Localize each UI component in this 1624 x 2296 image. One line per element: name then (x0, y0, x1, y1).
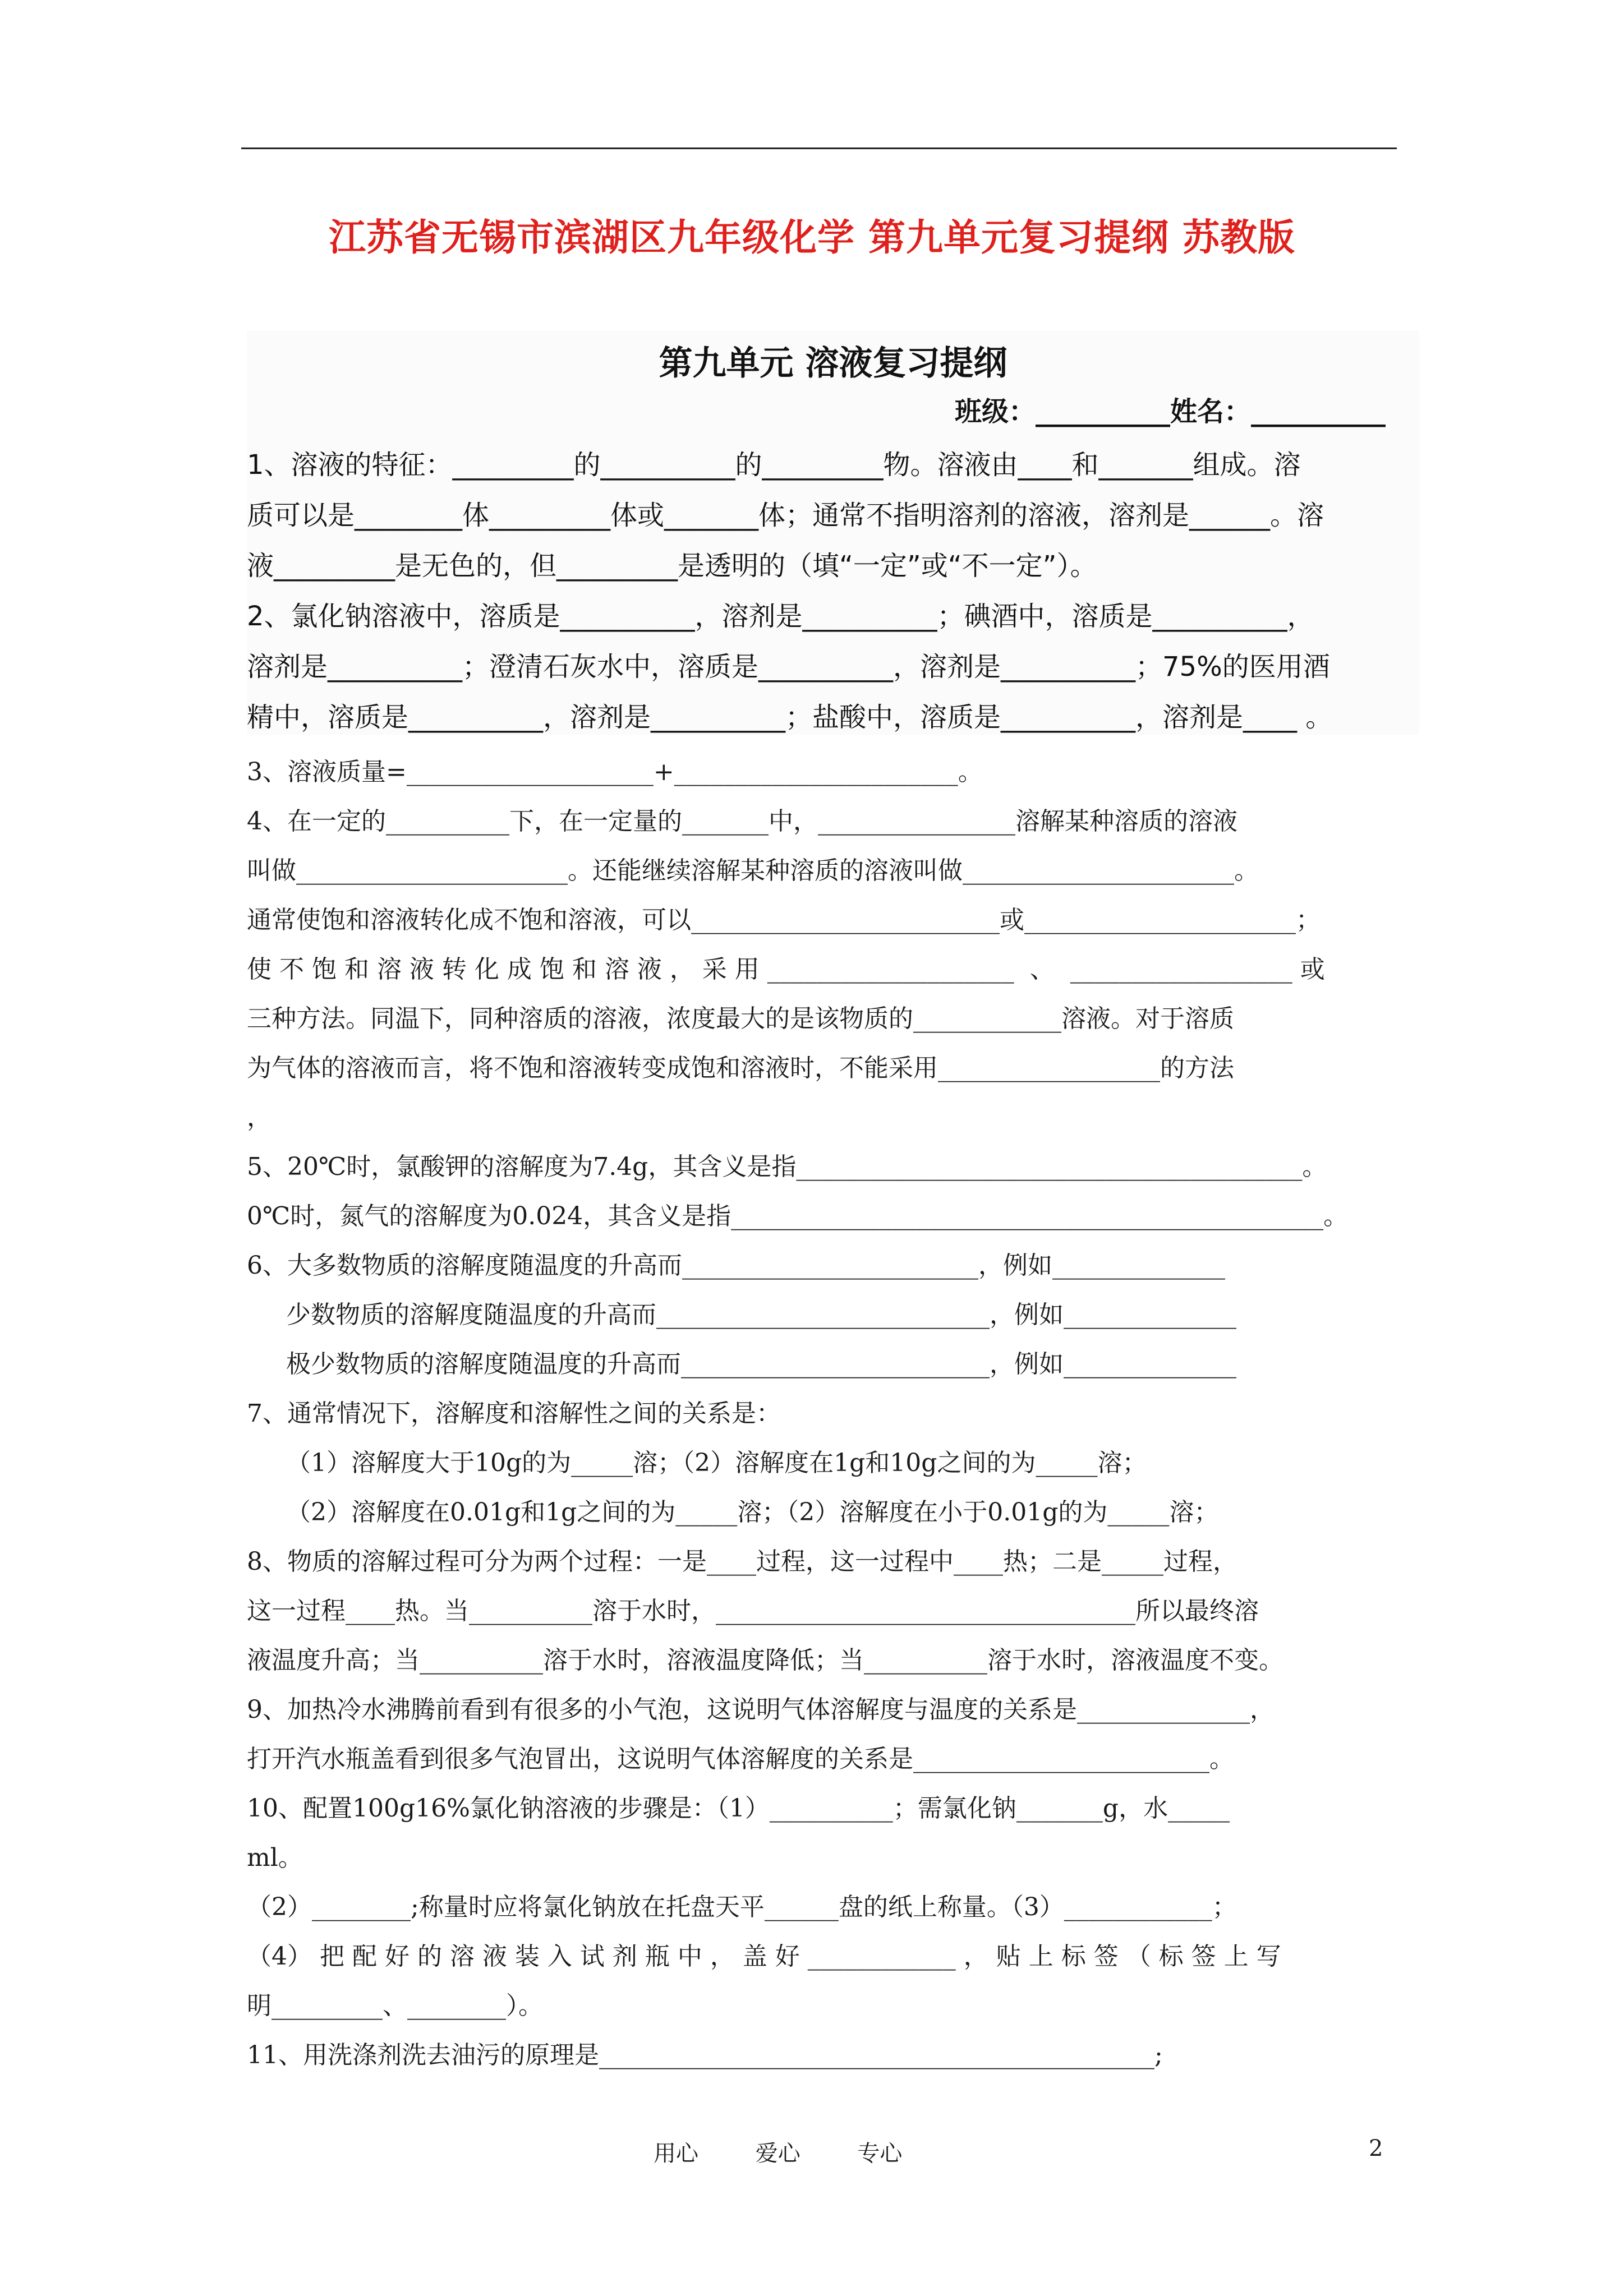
question-2-line-3: 精中，溶质是__________，溶剂是__________；盐酸中，溶质是__________，溶剂是____ 。 (247, 702, 1333, 733)
question-2-line-1: 2、氯化钠溶液中，溶质是__________，溶剂是__________；碘酒中，溶质是__________， (247, 601, 1314, 632)
scan-title: 第九单元 溶液复习提纲 (659, 344, 1007, 383)
question-4-line-5: 三种方法。同温下，同种溶质的溶液，浓度最大的是该物质的____________溶液。对于溶质 (247, 1004, 1234, 1033)
question-2-line-2: 溶剂是__________；澄清石灰水中，溶质是__________，溶剂是__________；75%的医用酒 (247, 651, 1330, 683)
question-10-line-3: （2）________;称量时应将氯化钠放在托盘天平______盘的纸上称量。（3）____________； (247, 1893, 1237, 1921)
question-6-line-3: 极少数物质的溶解度随温度的升高而_________________________，例如______________ (286, 1350, 1236, 1378)
document-title: 江苏省无锡市滨湖区九年级化学 第九单元复习提纲 苏教版 (329, 215, 1295, 259)
question-6-line-2: 少数物质的溶解度随温度的升高而___________________________，例如______________ (286, 1301, 1236, 1329)
question-10-line-5: 明_________、________）。 (247, 1991, 543, 2020)
question-9-line-2: 打开汽水瓶盖看到很多气泡冒出，这说明气体溶解度的关系是________________________。 (247, 1745, 1234, 1773)
question-4-line-6: 为气体的溶液而言，将不饱和溶液转变成饱和溶液时，不能采用__________________的方法 (247, 1054, 1234, 1082)
question-10-line-4: （4） 把 配 好 的 溶 液 装 入 试 剂 瓶 中 ， 盖 好 ____________ ， 贴 上 标 签 （ 标 签 上 写 (247, 1942, 1281, 1971)
question-7-line-1: （1）溶解度大于10g的为_____溶；（2）溶解度在1g和10g之间的为_____溶； (286, 1449, 1147, 1477)
page-number: 2 (1369, 2136, 1383, 2161)
question-1-line-3: 液_________是无色的，但_________是透明的（填“一定”或“不一定”）。 (247, 550, 1097, 582)
question-3: 3、溶液质量=____________________+_______________________。 (247, 758, 983, 786)
question-5-line-2: 0℃时，氮气的溶解度为0.024，其含义是指________________________________________________。 (247, 1202, 1349, 1230)
question-8-line-2: 这一过程____热。当__________溶于水时，__________________________________所以最终溶 (247, 1597, 1259, 1625)
question-6-line-1: 6、大多数物质的溶解度随温度的升高而________________________，例如______________ (247, 1251, 1225, 1280)
question-4-line-2: 叫做______________________。还能继续溶解某种溶质的溶液叫做______________________。 (247, 856, 1259, 885)
question-5-line-1: 5、20℃时，氯酸钾的溶解度为7.4g，其含义是指_________________________________________。 (247, 1152, 1327, 1181)
question-9-line-1: 9、加热冷水沸腾前看到有很多的小气泡，这说明气体溶解度与温度的关系是______________， (247, 1695, 1275, 1724)
footer-motto: 用心 爱心 专心 (654, 2141, 903, 2166)
question-7-line-2: （2）溶解度在0.01g和1g之间的为_____溶；（2）溶解度在小于0.01g的为_____溶； (286, 1498, 1219, 1527)
question-10-line-2: ml。 (247, 1843, 303, 1872)
question-4-line-3: 通常使饱和溶液转化成不饱和溶液，可以_________________________或______________________； (247, 906, 1321, 934)
class-name-line: 班级：__________姓名：__________ (954, 396, 1386, 427)
question-4-line-1: 4、在一定的__________下，在一定量的_______中，________________溶解某种溶质的溶液 (247, 807, 1237, 836)
question-4-line-4: 使 不 饱 和 溶 液 转 化 成 饱 和 溶 液 ， 采 用 ____________________ 、 __________________ 或 (247, 955, 1325, 984)
question-11: 11、用洗涤剂洗去油污的原理是_____________________________________________; (247, 2041, 1163, 2069)
question-10-line-1: 10、配置100g16%氯化钠溶液的步骤是：（1）__________；需氯化钠_______g，水_____ (247, 1794, 1230, 1823)
scanned-outline-image (247, 331, 1419, 735)
question-7: 7、通常情况下，溶解度和溶解性之间的关系是： (247, 1399, 781, 1428)
question-8-line-3: 液温度升高；当__________溶于水时，溶液温度降低；当__________溶于水时，溶液温度不变。 (247, 1646, 1283, 1675)
question-1-line-2: 质可以是________体_________体或_______体；通常不指明溶剂的溶液，溶剂是______。溶 (247, 500, 1324, 531)
question-4-line-7: ， (247, 1103, 272, 1132)
header-rule (241, 147, 1397, 149)
question-1-line-1: 1、溶液的特征：_________的__________的_________物。溶液由____和_______组成。溶 (247, 449, 1301, 481)
question-8-line-1: 8、物质的溶解过程可分为两个过程：一是____过程，这一过程中____热；二是_____过程， (247, 1547, 1237, 1576)
